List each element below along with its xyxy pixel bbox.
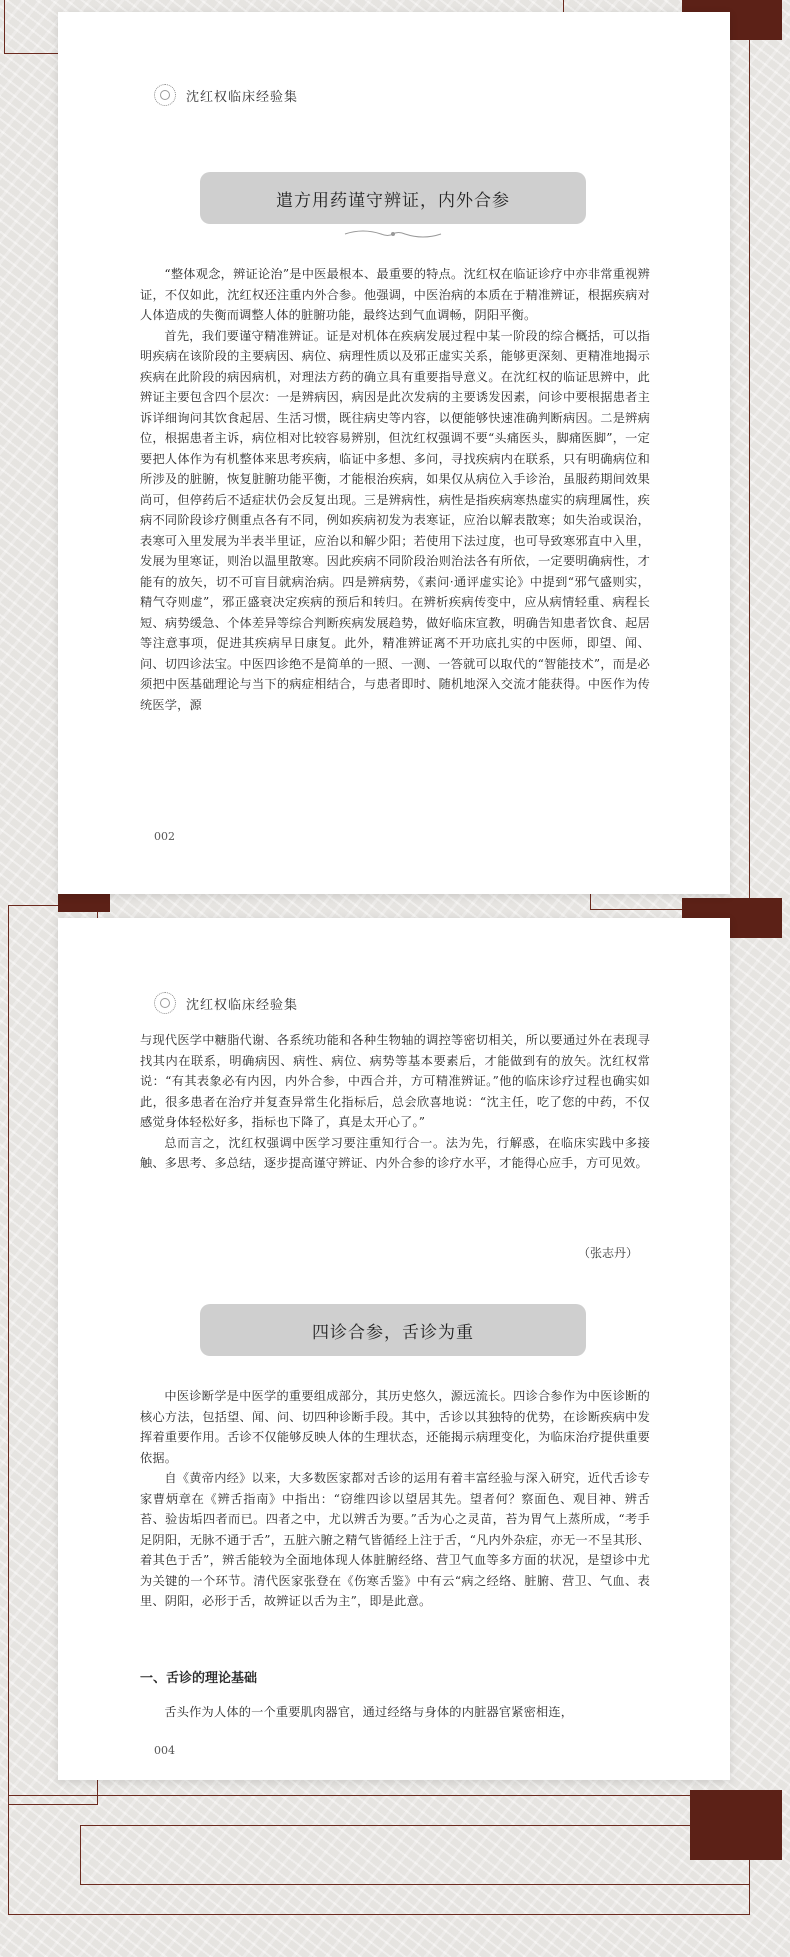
paragraph: 总而言之，沈红权强调中医学习要注重知行合一。法为先，行解惑，在临床实践中多接触、多思考、多总结，逐步提高谨守辨证、内外合参的诊疗水平，才能得心应手，方可见效。: [140, 1135, 650, 1170]
paragraph: 与现代医学中糖脂代谢、各系统功能和各种生物轴的调控等密切相关，所以要通过外在表现寻找其内在联系，明确病因、病性、病位、病势等基本要素后，才能做到有的放矢。沈红权常说：“有其表象必有内因，内外合参，中西合并，方可精准辨证。”他的临床诊疗过程也确实如此，很多患者在治疗并复查异常生化指标后，总会欣喜地说：“沈主任，吃了您的中药，不仅感觉身体轻松好多，指标也下降了，真是太开心了。”: [140, 1033, 650, 1129]
paragraph: 舌头作为人体的一个重要肌肉器官，通过经络与身体的内脏器官紧密相连，: [164, 1705, 574, 1719]
page-one: [58, 12, 730, 894]
page-number: 004: [154, 1744, 175, 1757]
paragraph: 自《黄帝内经》以来，大多数医家都对舌诊的运用有着丰富经验与深入研究，近代舌诊专家曹炳章在《辨舌指南》中指出：“窃维四诊以望居其先。望者何？察面色、观目神、辨舌苔、验齿垢四者而已。四者之中，尤以辨舌为要。”舌为心之灵苗，苔为胃气上蒸所成，“考手足阴阳，无脉不通于舌”，五脏六腑之精气皆循经上注于舌，“凡内外杂症，亦无一不呈其形、着其色于舌”，辨舌能较为全面地体现人体脏腑经络、营卫气血等多方面的状况，是望诊中尤为关键的一个环节。清代医家张登在《伤寒舌鉴》中有云“病之经络、脏腑、营卫、气血、表里、阴阳，必形于舌，故辨证以舌为主”，即是此意。: [140, 1471, 650, 1608]
author-attribution: （张志丹）: [577, 1246, 638, 1260]
chapter-title: 四诊合参，舌诊为重: [312, 1322, 474, 1343]
corner-block-bottom-right: [690, 1790, 782, 1860]
section-heading: 一、舌诊的理论基础: [140, 1671, 258, 1686]
page-two: [58, 918, 730, 1780]
frame-line-bottom-inner: [80, 1825, 750, 1885]
paragraph: “整体观念，辨证论治”是中医最根本、最重要的特点。沈红权在临证诊疗中亦非常重视辨证，不仅如此，沈红权还注重内外合参。他强调，中医治病的本质在于精准辨证，根据疾病对人体造成的失衡而调整人体的脏腑功能，最终达到气血调畅，阴阳平衡。: [140, 267, 650, 322]
page-header: [154, 992, 298, 1014]
chapter-title-box: [200, 172, 586, 224]
chapter-title-box: [200, 1304, 586, 1356]
flower-ornament-icon: [154, 992, 176, 1014]
page-header: [154, 84, 298, 106]
section-body: [140, 1702, 650, 1723]
page-number: 002: [154, 830, 175, 843]
flourish-ornament-icon: [343, 228, 443, 240]
chapter-body: [140, 264, 650, 715]
flower-ornament-icon: [154, 84, 176, 106]
chapter-body: [140, 1386, 650, 1612]
chapter-title: 遣方用药谨守辨证，内外合参: [276, 190, 510, 211]
paragraph: 中医诊断学是中医学的重要组成部分，其历史悠久，源远流长。四诊合参作为中医诊断的核心方法，包括望、闻、问、切四种诊断手段。其中，舌诊以其独特的优势，在诊断疾病中发挥着重要作用。舌诊不仅能够反映人体的生理状态，还能揭示病理变化，为临床治疗提供重要依据。: [140, 1389, 650, 1465]
book-title: 沈红权临床经验集: [186, 89, 299, 105]
continued-body: [140, 1030, 650, 1174]
paragraph: 首先，我们要谨守精准辨证。证是对机体在疾病发展过程中某一阶段的综合概括，可以指明疾病在该阶段的主要病因、病位、病理性质以及邪正虚实关系，能够更深刻、更精准地揭示疾病在此阶段的病因病机，对理法方药的确立具有重要指导意义。在沈红权的临证思辨中，此辨证主要包含四个层次：一是辨病因，病因是此次发病的主要诱发因素，问诊中要根据患者主诉详细询问其饮食起居、生活习惯，既往病史等内容，以便能够快速准确判断病因。二是辨病位，根据患者主诉，病位相对比较容易辨别，但沈红权强调不要“头痛医头，脚痛医脚”，一定要把人体作为有机整体来思考疾病，临证中多想、多问，寻找疾病内在联系，只有明确病位和所涉及的脏腑，恢复脏腑功能平衡，才能根治疾病，如果仅从病位入手诊治，虽服药期间效果尚可，但停药后不适症状仍会反复出现。三是辨病性，病性是指疾病寒热虚实的病理属性，疾病不同阶段诊疗侧重点各有不同，例如疾病初发为表寒证，应治以解表散寒；如失治或误治，表寒可入里发展为半表半里证，应治以和解少阳；若使用下法过度，也可导致寒邪直中入里，发展为里寒证，则治以温里散寒。因此疾病不同阶段治则治法各有所依，一定要明确病性，才能有的放矢，切不可盲目就病治病。四是辨病势，《素问·通评虚实论》中提到“邪气盛则实，精气夺则虚”，邪正盛衰决定疾病的预后和转归。在辨析疾病传变中，应从病情轻重、病程长短、病势缓急、个体差异等综合判断疾病发展趋势，做好临床宣教，明确告知患者饮食、起居等注意事项，促进其疾病早日康复。此外，精准辨证离不开功底扎实的中医师，即望、闻、问、切四诊法宝。中医四诊绝不是简单的一照、一测、一答就可以取代的“智能技术”，而是必须把中医基础理论与当下的病症相结合，与患者即时、随机地深入交流才能获得。中医作为传统医学，源: [140, 328, 650, 712]
book-title: 沈红权临床经验集: [186, 997, 299, 1013]
